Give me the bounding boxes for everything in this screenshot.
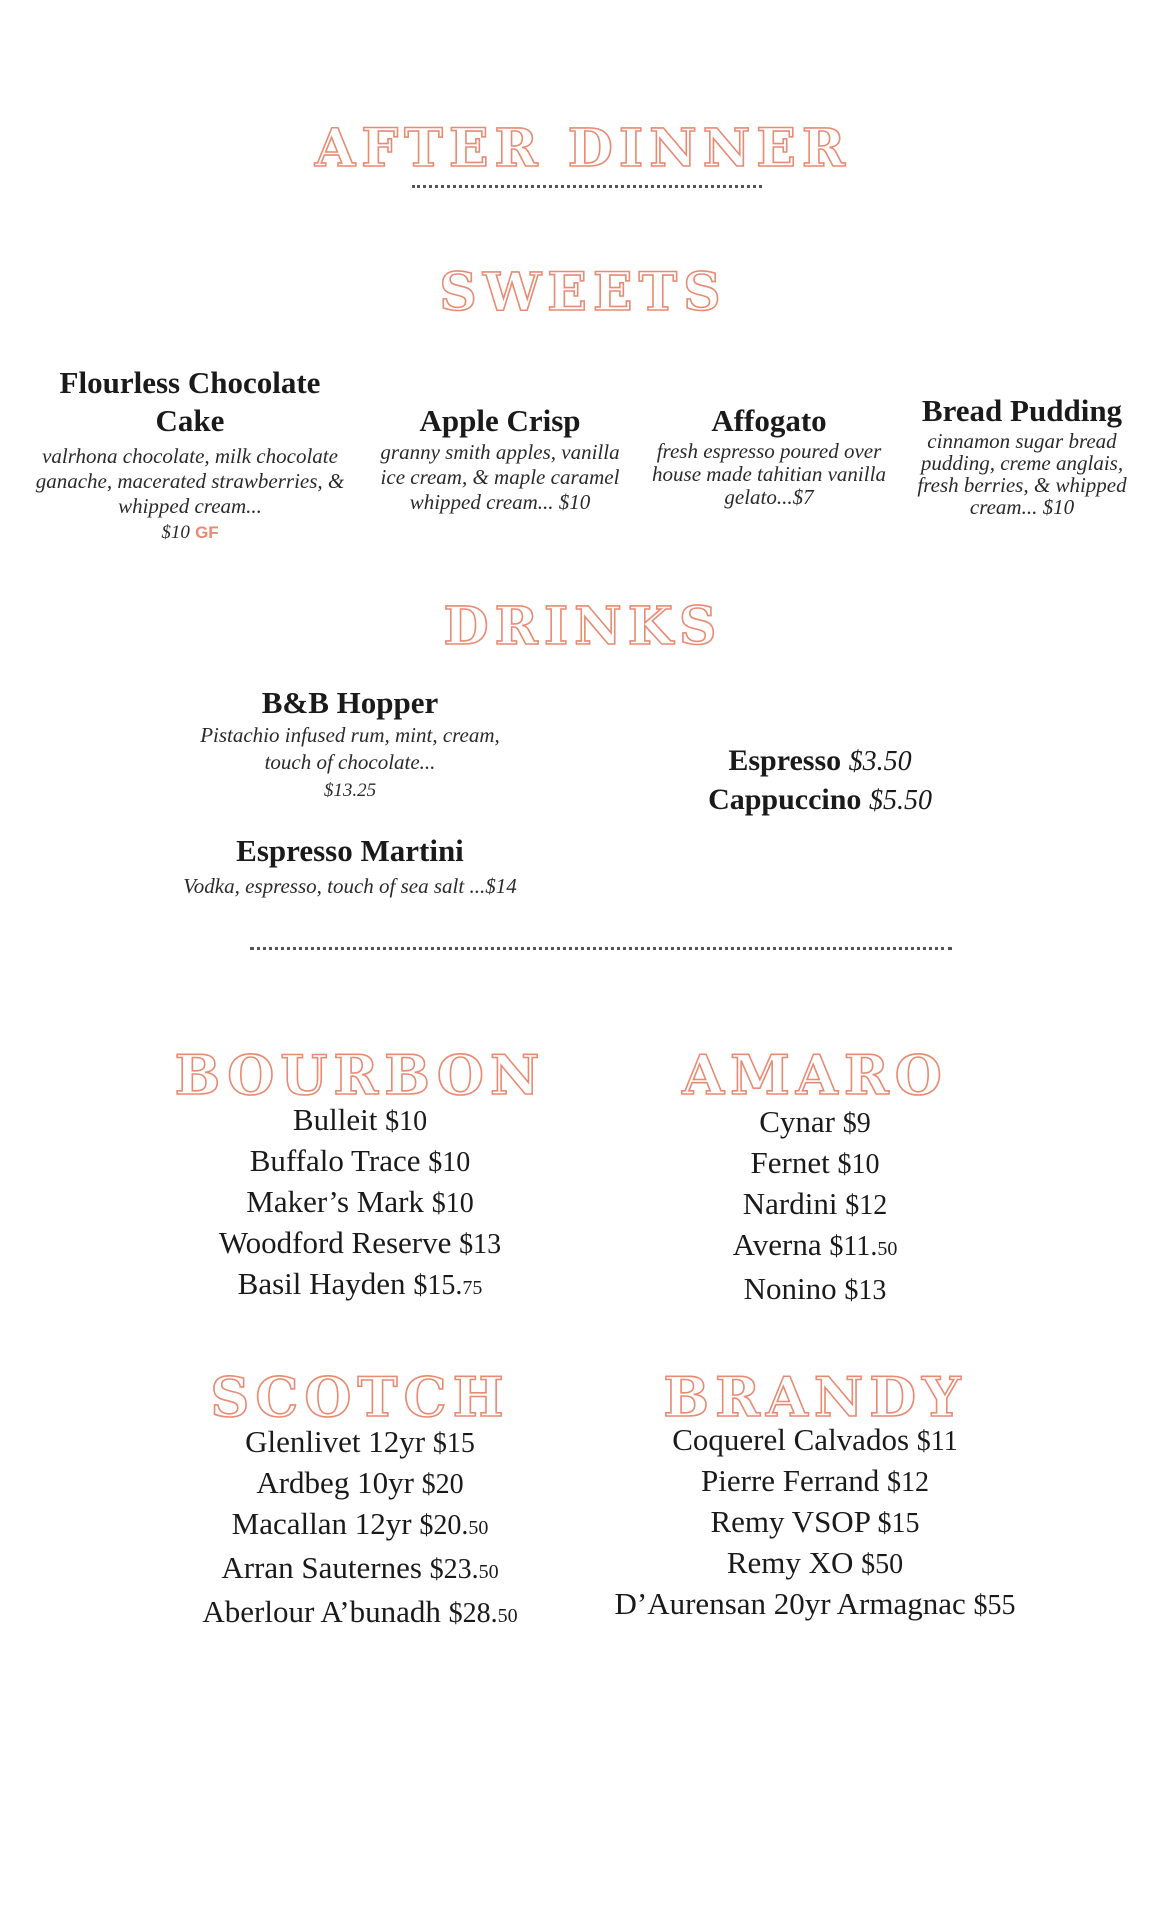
- bourbon-list: [110, 1100, 610, 1308]
- list-item: Coquerel Calvados $11: [672, 1422, 958, 1457]
- coffee-item-espresso: Espresso $3.50: [728, 744, 912, 777]
- sweet-item-desc: cinnamon sugar bread pudding, creme anglais, fresh berries, & whipped cream... $10: [917, 429, 1127, 519]
- coffee-item-cappuccino: Cappuccino $5.50: [708, 783, 932, 816]
- drink-item-desc: Pistachio infused rum, mint, cream, touch of chocolate... $13.25: [200, 723, 500, 801]
- scotch-list: [110, 1422, 610, 1636]
- sweet-item-affogato: [652, 402, 886, 509]
- title-divider: [412, 185, 762, 188]
- sweet-item-bread-pudding: [902, 392, 1142, 518]
- sweet-item-desc: valrhona chocolate, milk chocolate ganache, macerated strawberries, & whipped cream... $10 GF: [35, 444, 345, 543]
- list-item: D’Aurensan 20yr Armagnac $55: [614, 1586, 1016, 1621]
- gluten-free-badge: GF: [195, 523, 219, 542]
- list-item: Basil Hayden $15.75: [237, 1266, 483, 1301]
- coffee-list: [660, 742, 980, 820]
- list-item: Remy VSOP $15: [710, 1504, 920, 1539]
- sweet-item-name: Apple Crisp: [419, 403, 581, 438]
- list-item: Nardini $12: [742, 1186, 888, 1221]
- drink-item-bb-hopper: [200, 684, 500, 804]
- sweet-item-name: Flourless Chocolate Cake: [59, 365, 321, 438]
- list-item: Buffalo Trace $10: [249, 1143, 471, 1178]
- drink-item-desc: Vodka, espresso, touch of sea salt ...$14: [183, 874, 517, 898]
- list-item: Cynar $9: [759, 1104, 871, 1139]
- sweet-item-desc: granny smith apples, vanilla ice cream, & maple caramel whipped cream... $10: [380, 440, 620, 514]
- drinks-heading: DRINKS: [443, 596, 723, 657]
- list-item: Remy XO $50: [726, 1545, 904, 1580]
- list-item: Averna $11.50: [732, 1227, 898, 1262]
- sweets-heading: SWEETS: [439, 262, 727, 323]
- list-item: Woodford Reserve $13: [218, 1225, 502, 1260]
- list-item: Maker’s Mark $10: [246, 1184, 474, 1219]
- brandy-list: [565, 1420, 1065, 1625]
- list-item: Nonino $13: [743, 1271, 887, 1306]
- drinks-divider: [250, 947, 952, 950]
- list-item: Glenlivet 12yr $15: [245, 1424, 475, 1459]
- drink-item-espresso-martini: [140, 832, 560, 899]
- sweet-item-name: Affogato: [711, 403, 827, 438]
- list-item: Bulleit $10: [292, 1102, 428, 1137]
- sweet-item-price: $10: [161, 522, 190, 543]
- sweet-item-apple-crisp: [372, 402, 628, 515]
- sweet-item-flourless-chocolate-cake: [30, 364, 350, 545]
- drink-item-name: B&B Hopper: [261, 685, 439, 720]
- amaro-heading: AMARO: [682, 1043, 948, 1107]
- amaro-list: [565, 1102, 1065, 1310]
- drink-item-price: $13.25: [323, 780, 377, 801]
- list-item: Fernet $10: [750, 1145, 880, 1180]
- scotch-heading: SCOTCH: [210, 1365, 510, 1429]
- list-item: Macallan 12yr $20.50: [231, 1506, 489, 1541]
- list-item: Aberlour A’bunadh $28.50: [202, 1594, 518, 1629]
- sweet-item-desc: fresh espresso poured over house made tahitian vanilla gelato...$7: [652, 439, 886, 509]
- list-item: Arran Sauternes $23.50: [221, 1550, 499, 1585]
- list-item: Ardbeg 10yr $20: [256, 1465, 464, 1500]
- page-title: AFTER DINNER: [314, 118, 852, 179]
- drink-item-name: Espresso Martini: [236, 833, 464, 868]
- bourbon-heading: BOURBON: [174, 1043, 546, 1107]
- list-item: Pierre Ferrand $12: [701, 1463, 929, 1498]
- brandy-heading: BRANDY: [663, 1365, 967, 1429]
- sweet-item-name: Bread Pudding: [921, 393, 1123, 428]
